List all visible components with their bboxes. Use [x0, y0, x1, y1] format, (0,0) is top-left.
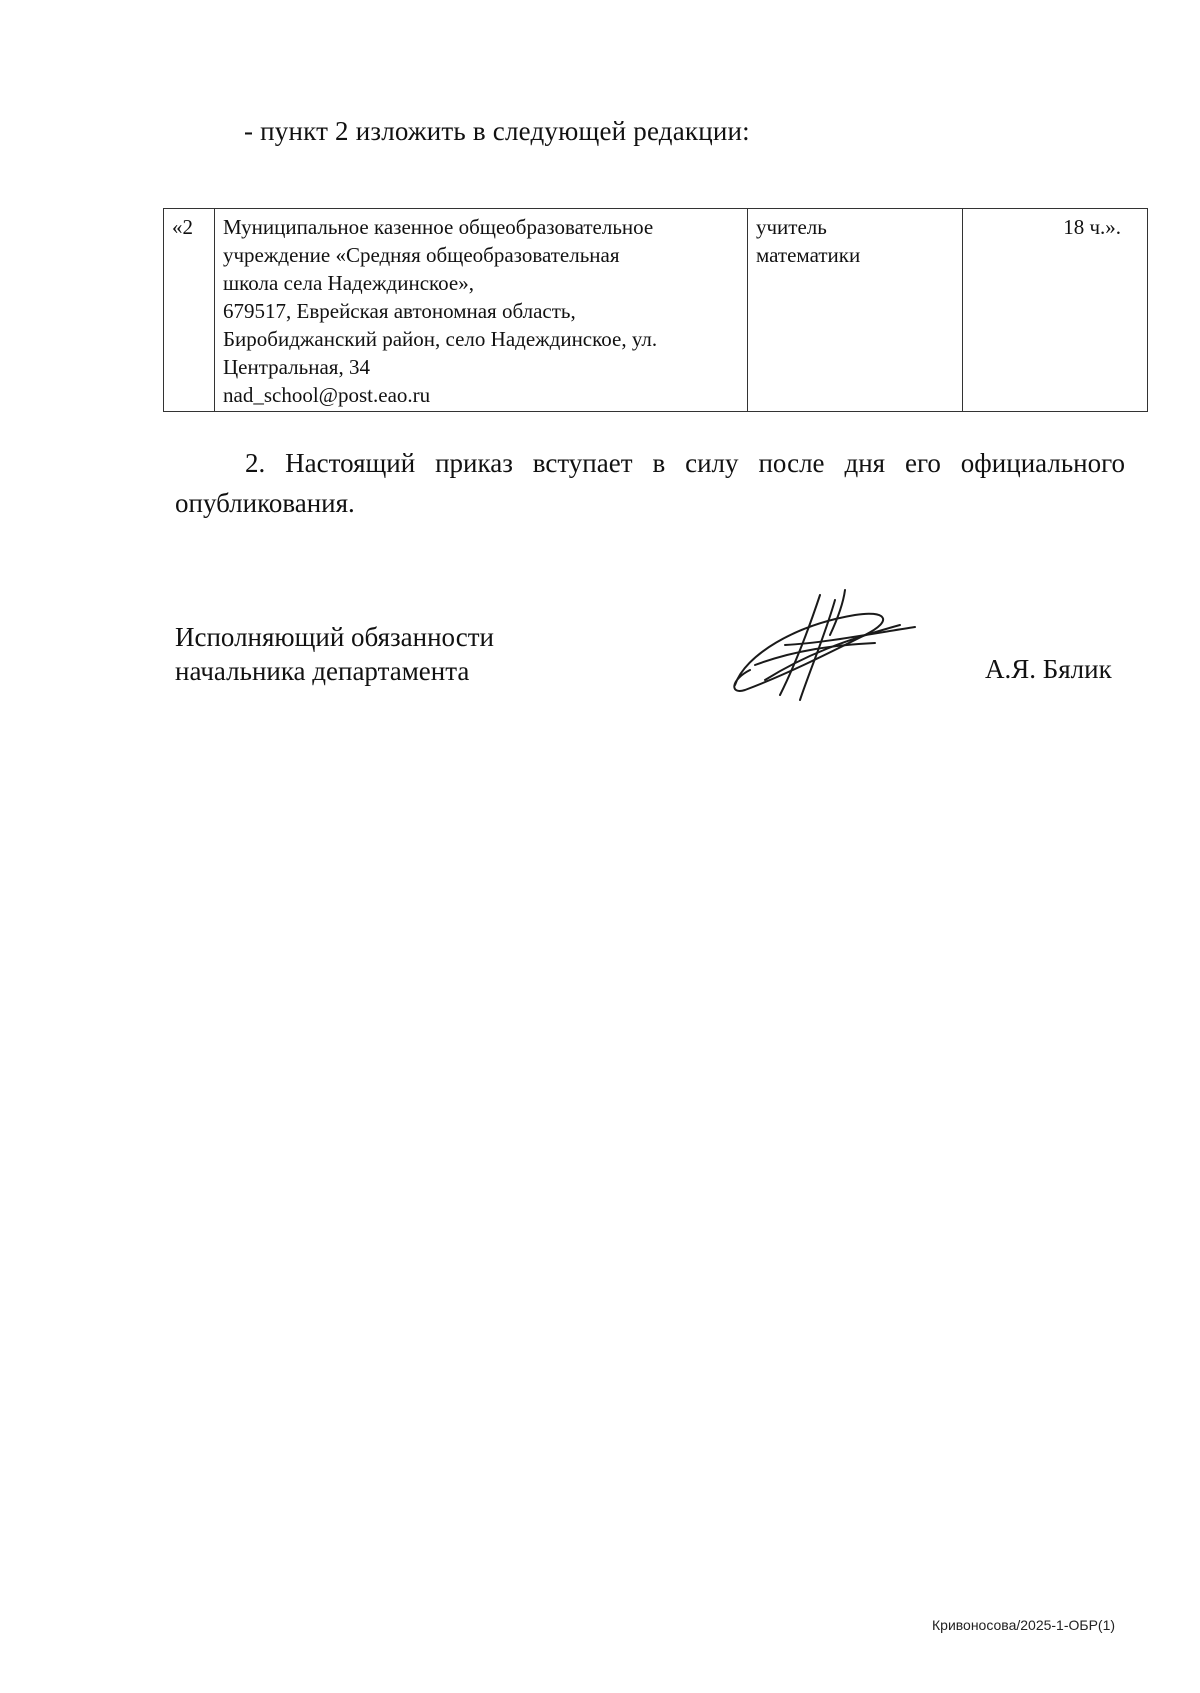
handwritten-signature: [725, 585, 925, 705]
amendment-intro: - пункт 2 изложить в следующей редакции:: [244, 116, 750, 146]
institution-address-line: 679517, Еврейская автономная область,: [223, 299, 576, 323]
institution-cell: [215, 209, 748, 412]
position-cell: [748, 209, 963, 412]
signer-name: А.Я. Бялик: [985, 654, 1112, 684]
amendment-table: [163, 208, 1148, 412]
institution-line: школа села Надеждинское»,: [223, 271, 474, 295]
signatory-title-line: начальника департамента: [175, 656, 470, 686]
institution-line: Муниципальное казенное общеобразовательное: [223, 215, 654, 239]
document-reference: Кривоносова/2025-1-ОБР(1): [932, 1617, 1116, 1633]
hours-cell: 18 ч.».: [963, 209, 1148, 412]
row-number-cell: «2: [164, 209, 215, 412]
institution-address-line: Биробиджанский район, село Надеждинское, ул.: [223, 327, 658, 351]
institution-email: nad_school@post.eao.ru: [223, 383, 431, 407]
signatory-title-line: Исполняющий обязанности: [175, 622, 494, 652]
institution-address-line: Центральная, 34: [223, 355, 370, 379]
table-row: [164, 209, 1148, 412]
institution-line: учреждение «Средняя общеобразовательная: [223, 243, 620, 267]
position-line: учитель: [756, 215, 827, 239]
effective-date-paragraph: 2. Настоящий приказ вступает в силу после дня его официального опубликования.: [175, 448, 1125, 518]
signatory-title: [175, 620, 494, 688]
position-line: математики: [756, 243, 861, 267]
